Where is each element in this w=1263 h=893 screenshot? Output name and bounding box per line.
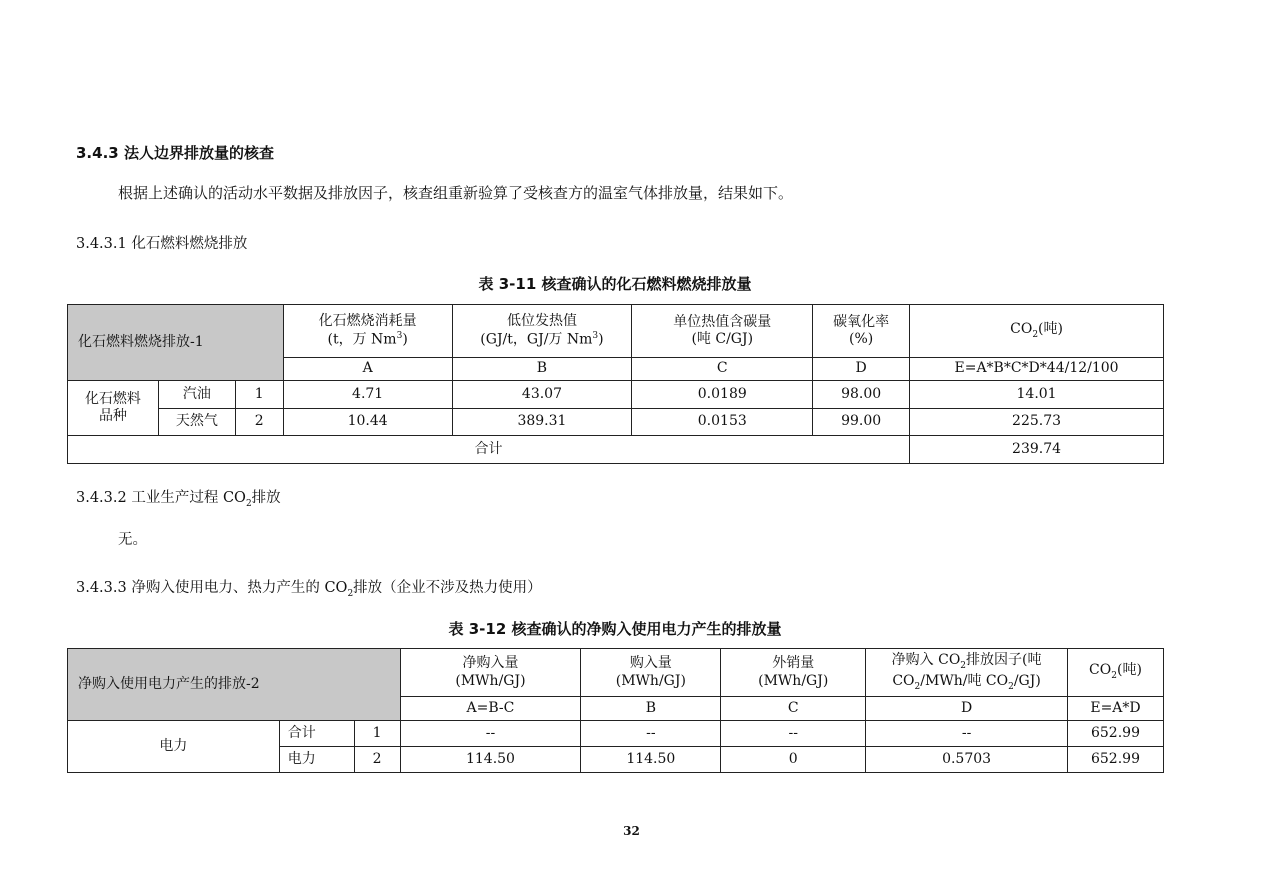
table1-cell-e: 225.73 — [910, 409, 1164, 436]
table1-cell-c: 0.0153 — [632, 409, 813, 436]
table2-code-b: B — [581, 697, 721, 721]
subsection-heading-2: 3.4.3.2 工业生产过程 $CO_2$排放 — [76, 490, 281, 509]
table2-cell-b: 114.50 — [581, 747, 721, 773]
table1-cell-d: 98.00 — [813, 381, 910, 409]
electricity-table — [67, 648, 1164, 773]
table2-cell-d: -- — [866, 721, 1068, 747]
table-row — [68, 409, 1164, 436]
table2-cell-c: -- — [721, 721, 866, 747]
table1-total-row — [68, 436, 1164, 464]
table2-code-e: E=A*D — [1067, 697, 1163, 721]
table1-total-value: 239.74 — [910, 436, 1164, 464]
table1-cell-a: 4.71 — [283, 381, 452, 409]
table2-cell-b: -- — [581, 721, 721, 747]
table2-caption: 表 3-12 核查确认的净购入使用电力产生的排放量 — [448, 620, 782, 638]
table2-row-name: 合计 — [279, 721, 354, 747]
table1-row-name: 汽油 — [158, 381, 235, 409]
section-heading: 3.4.3 法人边界排放量的核查 — [76, 144, 274, 162]
table2-cell-e: 652.99 — [1067, 721, 1163, 747]
table1-cell-b: 43.07 — [452, 381, 632, 409]
table2-group-label: 电力 — [68, 721, 280, 773]
page-number: 32 — [623, 824, 640, 838]
table1-row-no: 2 — [235, 409, 283, 436]
table2-row-name: 电力 — [279, 747, 354, 773]
fossil-fuel-table — [67, 304, 1164, 464]
table1-code-a: A — [283, 358, 452, 381]
table1-code-d: D — [813, 358, 910, 381]
table1-code-b: B — [452, 358, 632, 381]
table2-col-a-header: 净购入量 (MWh/GJ) — [400, 649, 581, 697]
table2-cell-a: 114.50 — [400, 747, 581, 773]
table2-row-no: 1 — [354, 721, 400, 747]
table2-cell-d: 0.5703 — [866, 747, 1068, 773]
table2-col-c-header: 外销量 (MWh/GJ) — [721, 649, 866, 697]
table2-code-d: D — [866, 697, 1068, 721]
table2-cell-c: 0 — [721, 747, 866, 773]
table2-code-c: C — [721, 697, 866, 721]
table2-code-a: A=B-C — [400, 697, 581, 721]
table1-col-a-header: 化石燃烧消耗量 (t，万 Nm$^3$) — [283, 305, 452, 358]
table1-caption: 表 3-11 核查确认的化石燃料燃烧排放量 — [478, 275, 752, 293]
table1-total-label: 合计 — [68, 436, 910, 464]
table2-col-d-header: 净购入 $CO_2$排放因子(吨 $CO_2/MWh/$吨 $CO_2/GJ$) — [866, 649, 1068, 697]
table1-cell-a: 10.44 — [283, 409, 452, 436]
subsection-2-text: 无。 — [118, 532, 147, 548]
table1-cell-b: 389.31 — [452, 409, 632, 436]
subsection-heading-1: 3.4.3.1 化石燃料燃烧排放 — [76, 236, 248, 252]
table2-cell-e: 652.99 — [1067, 747, 1163, 773]
table2-row-no: 2 — [354, 747, 400, 773]
table1-code-e: E=A*B*C*D*44/12/100 — [910, 358, 1164, 381]
table-row — [68, 721, 1164, 747]
table1-col-b-header: 低位发热值 (GJ/t，GJ/万 Nm$^3$) — [452, 305, 632, 358]
table2-col-e-header: $CO_2$(吨) — [1067, 649, 1163, 697]
table2-cell-a: -- — [400, 721, 581, 747]
intro-paragraph: 根据上述确认的活动水平数据及排放因子，核查组重新验算了受核查方的温室气体排放量，结果如下。 — [118, 184, 794, 202]
subsection-heading-3: 3.4.3.3 净购入使用电力、热力产生的 $CO_2$排放（企业不涉及热力使用） — [76, 580, 542, 599]
table1-cell-e: 14.01 — [910, 381, 1164, 409]
table2-header-label: 净购入使用电力产生的排放-2 — [68, 649, 401, 721]
table1-code-c: C — [632, 358, 813, 381]
table1-cell-d: 99.00 — [813, 409, 910, 436]
table1-row-no: 1 — [235, 381, 283, 409]
table1-col-c-header: 单位热值含碳量 (吨 C/GJ) — [632, 305, 813, 358]
table1-group-label: 化石燃料 品种 — [68, 381, 159, 436]
table2-col-b-header: 购入量 (MWh/GJ) — [581, 649, 721, 697]
table1-row-name: 天然气 — [158, 409, 235, 436]
table1-cell-c: 0.0189 — [632, 381, 813, 409]
table-row — [68, 381, 1164, 409]
table1-header-label: 化石燃料燃烧排放-1 — [68, 305, 284, 381]
table1-col-d-header: 碳氧化率 (%) — [813, 305, 910, 358]
table1-col-e-header: $CO_2$(吨) — [910, 305, 1164, 358]
